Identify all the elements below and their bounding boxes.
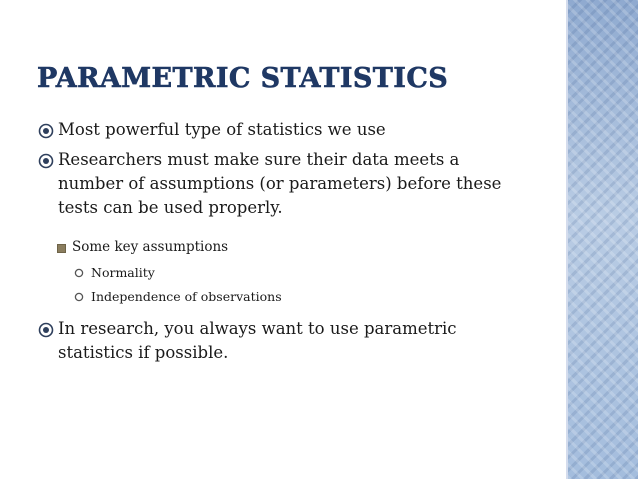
sub-bullet-text: Some key assumptions xyxy=(72,239,229,255)
sub-sub-bullet-text: Independence of observations xyxy=(91,289,282,304)
decorative-side-panel xyxy=(568,0,638,479)
sub-sub-bullet-text: Normality xyxy=(91,265,155,280)
square-bullet-icon xyxy=(57,244,66,253)
circle-bullet-icon xyxy=(74,292,84,302)
target-bullet-icon xyxy=(37,122,55,140)
bullet-item xyxy=(58,148,508,220)
sub-sub-bullet-item xyxy=(91,264,155,282)
sub-sub-bullet-item xyxy=(91,288,282,306)
sub-bullet-item xyxy=(72,237,228,257)
bullet-item xyxy=(58,317,518,365)
target-bullet-icon xyxy=(37,152,55,170)
side-panel-divider xyxy=(566,0,568,479)
bullet-text: Researchers must make sure their data meets a number of assumptions (or parameters) before these tests can be used properly. xyxy=(58,150,502,217)
bullet-text: Most powerful type of statistics we use xyxy=(58,120,386,139)
bullet-text: In research, you always want to use parametric statistics if possible. xyxy=(58,319,457,362)
bullet-item xyxy=(58,118,538,142)
circle-bullet-icon xyxy=(74,268,84,278)
target-bullet-icon xyxy=(37,321,55,339)
slide-title: PARAMETRIC STATISTICS xyxy=(37,63,449,94)
